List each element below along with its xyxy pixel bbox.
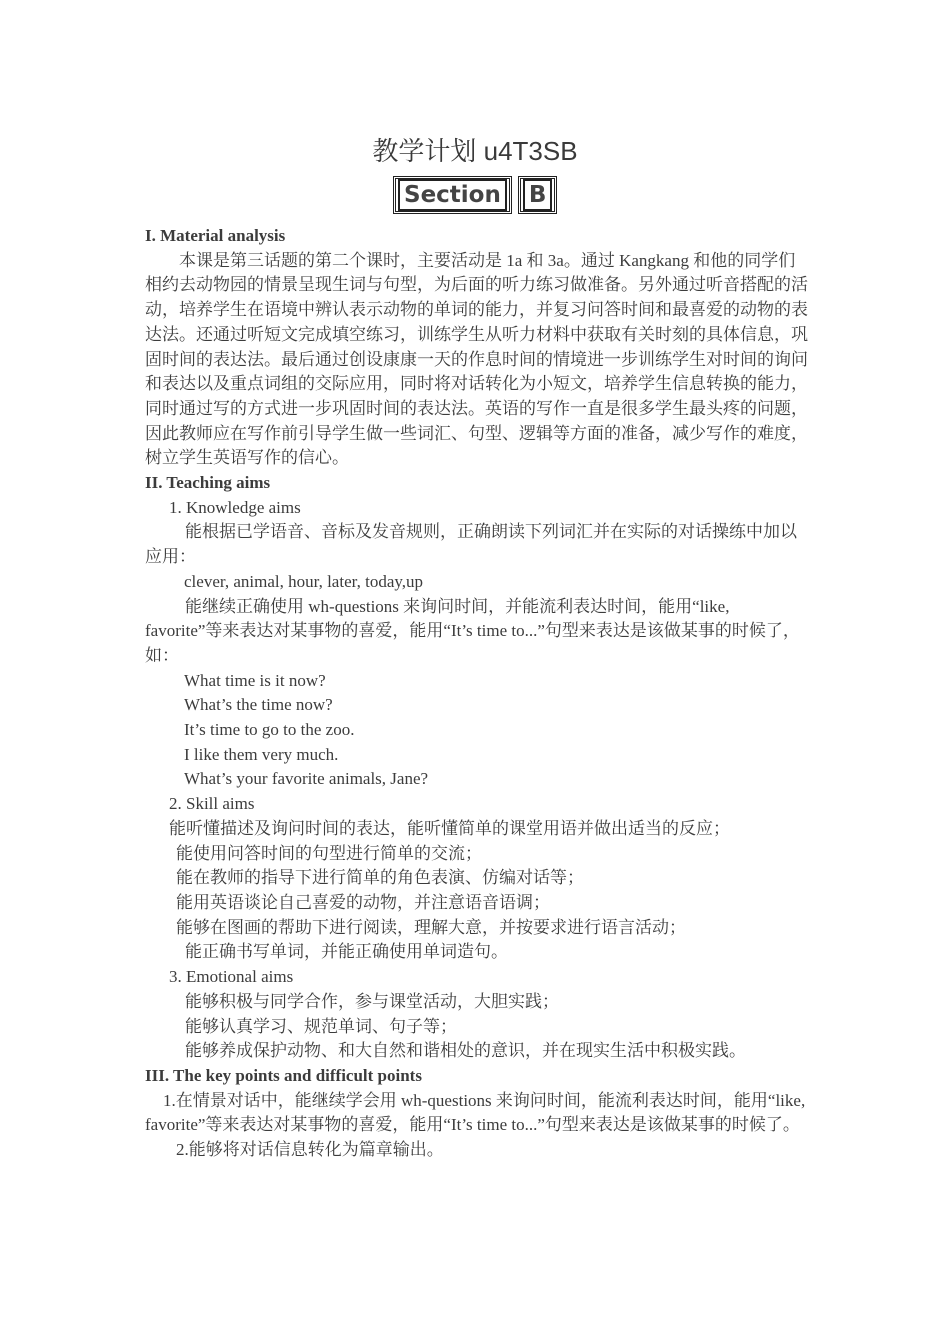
section-badge bbox=[393, 176, 557, 220]
material-paragraph: 本课是第三话题的第二个课时，主要活动是 1a 和 3a。通过 Kangkang 和他的同学们相约去动物园的情景呈现生词与句型，为后面的听力练习做准备。另外通过听音搭配的活动，培养学生在语境中辨认表示动物的单词的能力，并复习问答时间和最喜爱的动物的表达法。还通过听短文完成填空练习，训练学生从听力材料中获取有关时刻的具体信息，巩固时间的表达法。最后通过创设康康一天的作息时间的情境进一步训练学生对时间的询问和表达以及重点词组的交际应用，同时将对话转化为小短文，培养学生信息转换的能力，同时通过写的方式进一步巩固时间的表达法。英语的写作一直是很多学生最头疼的问题，因此教师应在写作前引导学生做一些词汇、句型、逻辑等方面的准备，减少写作的难度，树立学生英语写作的信心。 bbox=[145, 250, 808, 468]
section-word-box bbox=[393, 176, 512, 214]
section-word: Section bbox=[398, 179, 507, 211]
material-heading: I. Material analysis bbox=[145, 226, 286, 245]
section-letter: B bbox=[523, 179, 553, 211]
document-body bbox=[145, 224, 810, 1163]
knowledge-usage: 能继续正确使用 wh-questions 来询问时间，并能流利表达时间，能用“like, favorite”等来表达对某事物的喜爱，能用“It’s time to...”句型来表达是该做某事的时候了，如： bbox=[145, 596, 800, 665]
example-sentence: It’s time to go to the zoo. bbox=[184, 720, 355, 740]
example-sentence: What time is it now? bbox=[184, 670, 326, 690]
knowledge-words: clever, animal, hour, later, today,up bbox=[184, 571, 424, 591]
example-sentence: What’s the time now? bbox=[184, 695, 333, 715]
page-title: 教学计划 u4T3SB bbox=[372, 136, 578, 166]
emotional-item: 能够养成保护动物、和大自然和谐相处的意识，并在现实生活中积极实践。 bbox=[185, 1041, 746, 1061]
skill-item: 能听懂描述及询问时间的表达，能听懂简单的课堂用语并做出适当的反应； bbox=[169, 818, 730, 838]
key-points-heading: III. The key points and difficult points bbox=[145, 1065, 422, 1085]
knowledge-intro: 能根据已学语音、音标及发音规则，正确朗读下列词汇并在实际的对话操练中加以应用： bbox=[145, 522, 797, 567]
aims-heading: II. Teaching aims bbox=[145, 473, 271, 493]
example-sentence: What’s your favorite animals, Jane? bbox=[184, 769, 429, 789]
key-point-item: 2.能够将对话信息转化为篇章输出。 bbox=[176, 1140, 444, 1160]
skill-item: 能使用问答时间的句型进行简单的交流； bbox=[176, 843, 482, 863]
skill-item: 能正确书写单词，并能正确使用单词造句。 bbox=[185, 942, 508, 962]
skill-item: 能够在图画的帮助下进行阅读，理解大意，并按要求进行语言活动； bbox=[176, 917, 686, 937]
emotional-item: 能够积极与同学合作，参与课堂活动，大胆实践； bbox=[185, 991, 559, 1011]
key-point-item: 1.在情景对话中，能继续学会用 wh-questions 来询问时间，能流利表达时间，能用“like, favorite”等来表达对某事物的喜爱，能用“It’s time to...”句型来表达是该做某事的时候了。 bbox=[145, 1090, 806, 1135]
section-letter-box bbox=[518, 176, 558, 214]
emotional-item: 能够认真学习、规范单词、句子等； bbox=[185, 1016, 457, 1036]
example-sentence: I like them very much. bbox=[184, 744, 339, 764]
knowledge-aims-label: 1. Knowledge aims bbox=[169, 497, 301, 517]
skill-item: 能在教师的指导下进行简单的角色表演、仿编对话等； bbox=[176, 868, 584, 888]
skill-item: 能用英语谈论自己喜爱的动物，并注意语音语调； bbox=[176, 892, 550, 912]
skill-aims-label: 2. Skill aims bbox=[169, 794, 255, 814]
emotional-aims-label: 3. Emotional aims bbox=[169, 967, 294, 987]
